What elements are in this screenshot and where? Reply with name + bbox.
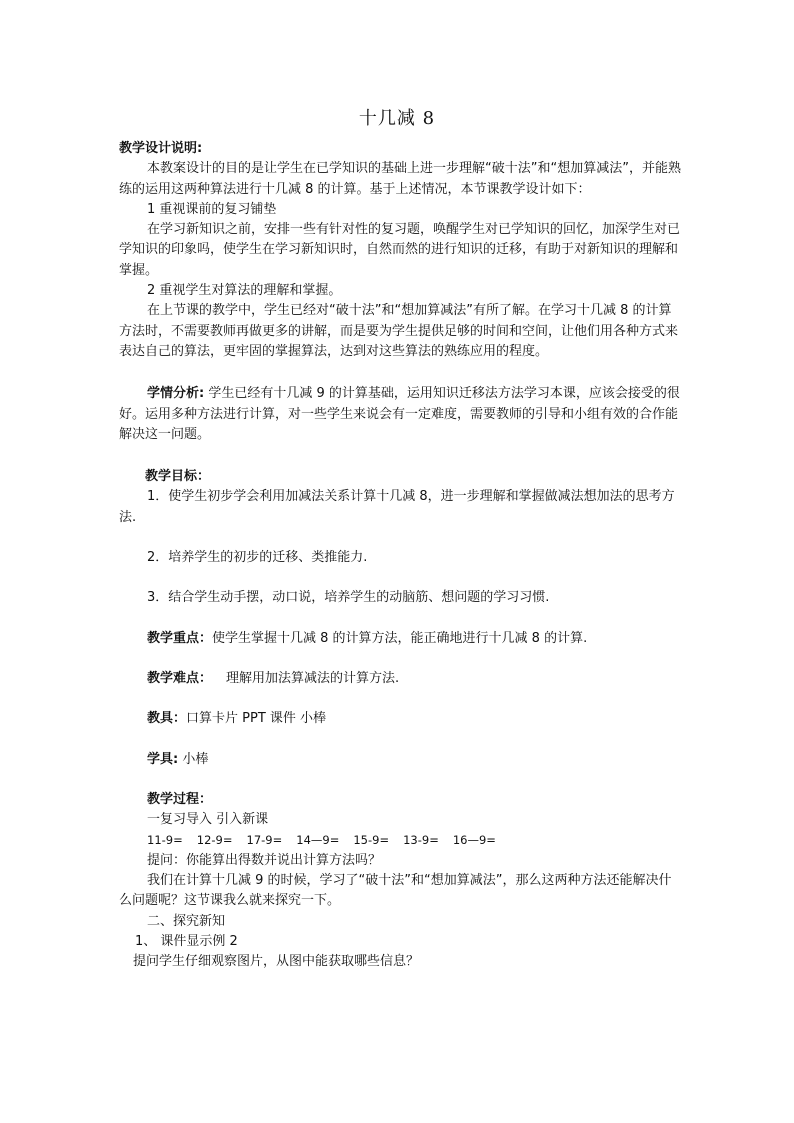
difficult-label: 教学难点： xyxy=(147,670,213,686)
goal-1: 1．使学生初步学会利用加减法关系计算十几减 8，进一步理解和掌握做减法想加法的思考方法. xyxy=(119,489,675,525)
design-point-1: 1 重视课前的复习铺垫 xyxy=(147,201,277,217)
tools-line xyxy=(119,709,683,729)
key-label: 教学重点： xyxy=(147,630,213,646)
exercise-item: 16—9= xyxy=(452,833,496,848)
sub-step-1-text: 提问学生仔细观察图片，从图中能获取哪些信息？ xyxy=(133,954,420,970)
difficult-text: 理解用加法算减法的计算方法. xyxy=(226,670,400,686)
transition-paragraph: 我们在计算十几减 9 的时候，学习了“破十法”和“想加算减法”，那么这两种方法还能解决什么问题呢？这节课我么就来探究一下。 xyxy=(119,873,672,909)
goal-3: 3．结合学生动手摆，动口说，培养学生的动脑筋、想问题的学习习惯. xyxy=(147,590,550,606)
exercise-item: 11-9= xyxy=(147,833,183,848)
tools-label: 教具： xyxy=(147,711,187,727)
document-title: 十几减 8 xyxy=(358,108,436,129)
difficult-point xyxy=(119,669,683,689)
document-body xyxy=(119,139,683,973)
design-paragraph-1: 本教案设计的目的是让学生在已学知识的基础上进一步理解“破十法”和“想加算减法”，并能熟练的运用这两种算法进行十几减 8 的计算。基于上述情况，本节课教学设计如下： xyxy=(119,161,681,197)
goal-2: 2．培养学生的初步的迁移、类推能力. xyxy=(147,550,368,566)
student-tools-line xyxy=(119,750,683,770)
student-tools-text: 小棒 xyxy=(178,751,209,767)
step-1-heading: 一复习导入 引入新课 xyxy=(147,812,269,828)
sub-step-1: 1、 课件显示例 2 xyxy=(135,933,238,949)
design-heading: 教学设计说明: xyxy=(119,141,203,156)
key-point xyxy=(119,629,683,649)
exercise-item: 12-9= xyxy=(196,833,233,848)
analysis-text: 学生已经有十几减 9 的计算基础，运用知识迁移法方法学习本课，应该会接受的很好。运用多种方法进行计算，对一些学生来说会有一定难度，需要教师的引导和小组有效的合作能解决这一问题。 xyxy=(119,386,680,442)
review-exercises xyxy=(119,830,683,850)
design-paragraph-2: 在学习新知识之前，安排一些有针对性的复习题，唤醒学生对已学知识的回忆，加深学生对已学知识的印象吗，使学生在学习新知识时，自然而然的进行知识的迁移，有助于对新知识的理解和掌握。 xyxy=(119,222,681,278)
design-point-2: 2 重视学生对算法的理解和掌握。 xyxy=(147,283,342,299)
exercise-item: 15-9= xyxy=(353,833,390,848)
exercise-item: 17-9= xyxy=(246,833,283,848)
student-tools-label: 学具: xyxy=(147,751,179,767)
step-2-heading: 二、探究新知 xyxy=(147,913,226,929)
goals-heading: 教学目标： xyxy=(145,469,211,485)
exercise-item: 13-9= xyxy=(403,833,439,848)
process-heading: 教学过程： xyxy=(147,791,213,807)
analysis-paragraph xyxy=(119,384,683,445)
design-paragraph-3: 在上节课的教学中，学生已经对“破十法”和“想加算减法”有所了解。在学习十几减 8 的计算方法时，不需要教师再做更多的讲解，而是要为学生提供足够的时间和空间，让他们用各种方式来表达自己的算法，更牢固的掌握算法，达到对这些算法的熟练应用的程度。 xyxy=(119,303,679,359)
tools-text: 口算卡片 PPT 课件 小棒 xyxy=(186,711,327,727)
exercise-item: 14—9= xyxy=(296,833,340,848)
analysis-label: 学情分析: xyxy=(147,386,205,402)
key-text: 使学生掌握十几减 8 的计算方法，能正确地进行十几减 8 的计算. xyxy=(212,630,588,646)
question-1: 提问：你能算出得数并说出计算方法吗？ xyxy=(147,852,382,868)
